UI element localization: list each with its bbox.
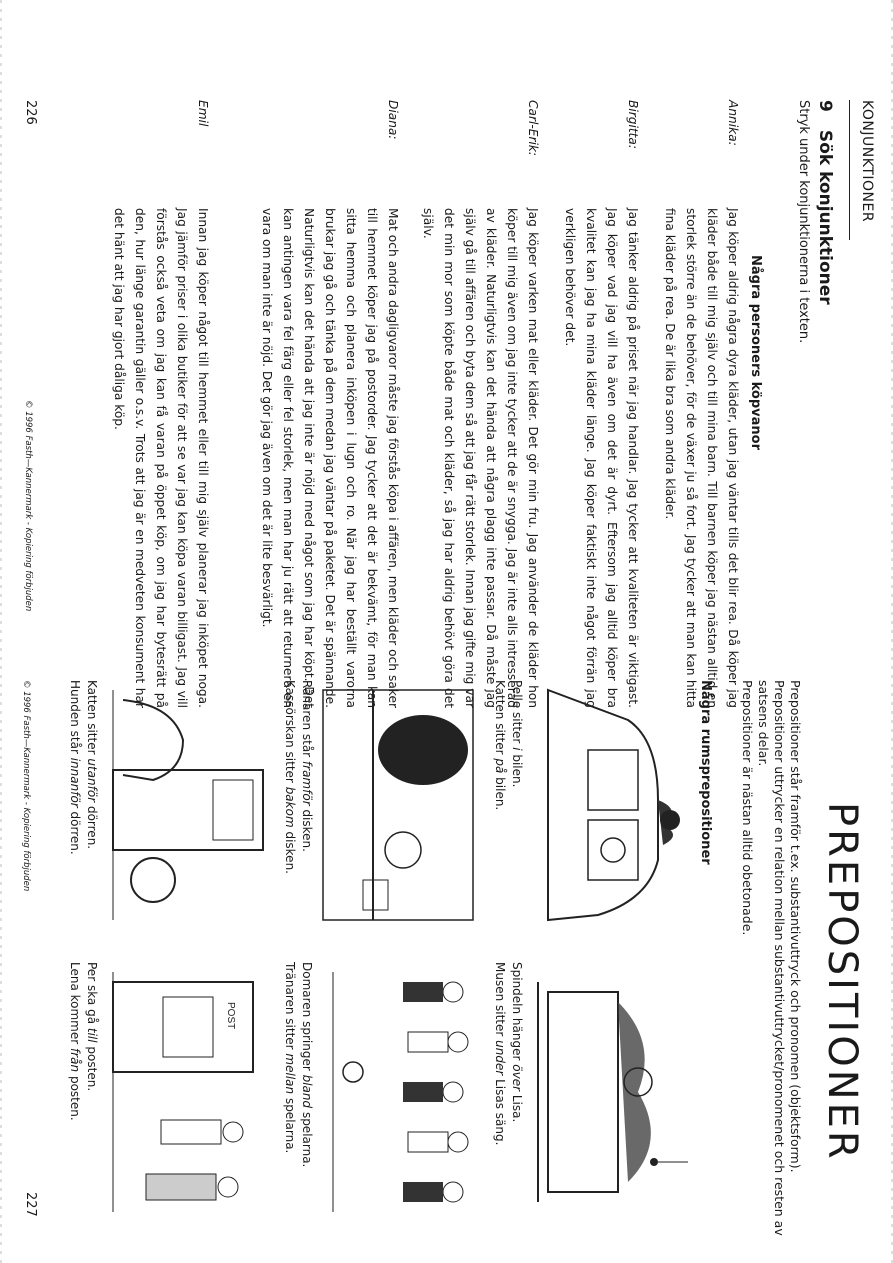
preposition: bland	[300, 1074, 314, 1109]
preposition: i	[510, 747, 524, 751]
copyright-notice: © 1996 Fasth—Kannermark - Kopiering förbjuden	[23, 400, 33, 612]
speech-text: Innan jag köper något till hemmet eller till mig själv planerar jag inköpet noga. Jag jämför priser i olika butiker för att se var jag kan köpa varan billigast. Jag vill förstås också veta om jag kan få varan på öppet köp, om jag har bytesrätt på den, hur länge garantin gäller o.s.v. Trots att jag är en medveten konsument har det hänt att jag har gjort dåliga köp.	[112, 208, 210, 708]
section-title: Några rumsprepositioner	[698, 680, 713, 865]
exercise-number: 9	[815, 100, 835, 112]
preposition: på	[493, 758, 507, 774]
header-rule	[849, 100, 850, 240]
intro-line: Prepositioner är nästan alltid obetonade.	[740, 680, 755, 936]
preposition: framför	[300, 760, 314, 806]
post-sign-text: POST	[225, 1002, 236, 1030]
preposition: mellan	[283, 1053, 297, 1095]
robbery-illustration	[318, 680, 483, 930]
door-illustration	[103, 680, 273, 930]
speaker-name: Carl-Erik:	[526, 100, 540, 157]
example-caption: Per ska gå till posten. Lena kommer från posten.	[68, 962, 99, 1121]
preposition: bakom	[283, 786, 297, 828]
speech-text: Jag köper varken mat eller kläder. Det gör min fru. Jag använder de kläder hon köper till mig även om jag inte tycker att de är snygga. Jag är inte alls intresserad av kläder. Naturligtvis kan det hända att några plagg inte passar. Då måste jag själv gå till affären och byta dem så att jag får rätt storlek. Innan jag gifte mig var det min mor som köpte både mat och kläder, så jag har aldrig behövt göra det själv.	[421, 208, 540, 708]
preposition: innanför	[68, 757, 82, 808]
chapter-title: PREPOSITIONER	[819, 802, 865, 1162]
text-subtitle: Några personers köpvanor	[748, 255, 763, 450]
preposition: till	[85, 1027, 99, 1043]
speaker-name: Birgitta:	[626, 100, 640, 150]
intro-line: Prepositioner uttrycker en relation mellan substantivuttrycket/pronomenet och resten av satsens delar.	[756, 680, 787, 1236]
exercise-instruction: Stryk under konjunktionerna i texten.	[796, 100, 811, 344]
example-caption: Katten sitter utanför dörren. Hunden står innanför dörren.	[68, 680, 99, 855]
preposition: under	[493, 1040, 507, 1076]
chapter-header: KONJUNKTIONER	[859, 100, 875, 223]
right-page	[0, 632, 893, 1263]
speech-text: Jag köper aldrig några dyra kläder, utan jag väntar tills det blir rea. Då köper jag kläder både till mig själv och till mina barn. Till barnen köper jag nästan alltid en storlek större än de behöver, för de växer ju så fort. Jag tycker att man kan hitta fina kläder på rea. De är lika bra som andra kläder.	[663, 208, 740, 708]
page-number: 227	[23, 1192, 38, 1217]
football-illustration	[318, 962, 483, 1222]
example-caption: Domaren springer bland spelarna. Tränaren sitter mellan spelarna.	[283, 962, 314, 1168]
page-number: 226	[23, 100, 38, 125]
intro-text	[739, 680, 803, 1240]
example-caption: Rånaren står framför disken. Kassörskan sitter bakom disken.	[283, 680, 314, 874]
copyright-notice: © 1996 Fasth—Kannermark - Kopiering förbjuden	[21, 680, 31, 892]
preposition: över	[510, 1064, 524, 1092]
speaker-name: Emil	[196, 100, 210, 127]
speaker-name: Annika:	[726, 100, 740, 146]
bed-illustration	[528, 962, 688, 1222]
car-illustration	[528, 680, 688, 930]
post-office-illustration	[103, 962, 273, 1222]
preposition: från	[68, 1048, 82, 1073]
speaker-name: Diana:	[386, 100, 400, 140]
example-caption: Pelle sitter i bilen. Katten sitter på bilen.	[493, 680, 524, 811]
exercise-title-text: Sök konjunktioner	[815, 129, 835, 305]
speech-text: Mat och andra dagligvaror måste jag förstås köpa i affären, men kläder och saker till hemmet köper jag på postorder. Jag tycker att det är bekvämt, för man kan sitta hemma och planera inköpen i lugn och ro. När jag har beställt varorna brukar jag gå och tänka på dem medan jag väntar på paketet. Det är spännande. Naturligtvis kan det hända att jag inte är nöjd med något som jag har köpt. Det kan antingen vara fel färg eller fel storlek, men man har ju rätt att returnera en vara om man inte är nöjd. Det gör jag även om det är lite besvärligt.	[260, 208, 400, 708]
speech-text: Jag tänker aldrig på priset när jag handlar. Jag tycker att kvaliteten är viktigast. Jag köper vad jag vill ha även om det är dyrt. Eftersom jag alltid köper bra kvalitet kan jag ha mina kläder länge. Jag köper faktiskt inte något förrän jag verkligen behöver det.	[563, 208, 640, 708]
exercise-title	[815, 100, 835, 305]
example-caption: Spindeln hänger över Lisa. Musen sitter under Lisas säng.	[493, 962, 524, 1146]
intro-line: Prepositioner står framför t.ex. substantivuttryck och pronomen (objektsform).	[788, 680, 803, 1173]
preposition: utanför	[85, 758, 99, 803]
